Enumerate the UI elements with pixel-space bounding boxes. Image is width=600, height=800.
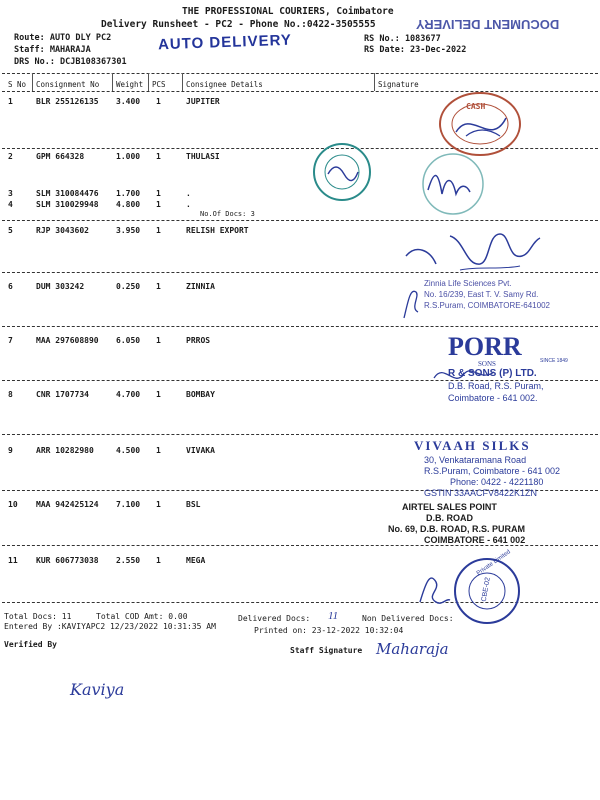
mega-stamp-text: Private Limited (475, 549, 512, 577)
vivaah-address (424, 455, 560, 499)
rs-date: RS Date: 23-Dec-2022 (364, 45, 467, 55)
col-divider (374, 73, 375, 91)
porr-sons: SONS (478, 360, 496, 368)
row-sno: 6 (8, 282, 13, 291)
mega-stamp-code: CBE-02 (480, 576, 492, 603)
row-consignment-no: ARR 10282980 (36, 446, 94, 455)
signature-squiggle-icon (414, 568, 454, 608)
col-consignee: Consignee Details (186, 80, 263, 89)
col-weight: Weight (116, 80, 144, 89)
row-weight: 7.100 (116, 500, 141, 509)
row-consignment-no: KUR 606773038 (36, 556, 99, 565)
row-consignee: . (186, 189, 191, 198)
row-weight: 4.700 (116, 390, 141, 399)
row-pcs: 1 (156, 446, 161, 455)
row-pcs: 1 (156, 200, 161, 209)
row-consignee: BOMBAY (186, 390, 215, 399)
row-pcs: 1 (156, 336, 161, 345)
row-weight: 3.400 (116, 97, 141, 106)
col-divider (32, 73, 33, 91)
no-of-docs-note: No.Of Docs: 3 (200, 210, 255, 218)
vivaah-logo: VIVAAH SILKS (414, 438, 531, 453)
row-rule (2, 434, 598, 435)
row-rule (2, 220, 598, 221)
row-consignment-no: SLM 310029948 (36, 200, 99, 209)
col-divider (148, 73, 149, 91)
printed-on: Printed on: 23-12-2022 10:32:04 (254, 626, 404, 635)
document-delivery-stamp: DOCUMENT DELIVERY (416, 17, 560, 32)
porr-since: SINCE 1849 (540, 358, 568, 364)
airtel-line: COIMBATORE - 641 002 (424, 535, 526, 545)
zinnia-line: Zinnia Life Sciences Pvt. (424, 279, 512, 288)
row-consignee: VIVAKA (186, 446, 215, 455)
vivaah-line: Phone: 0422 - 4221180 (450, 477, 544, 487)
row-consignment-no: MAA 942425124 (36, 500, 99, 509)
row-consignment-no: GPM 664328 (36, 152, 85, 161)
zinnia-line: R.S.Puram, COIMBATORE-641002 (424, 301, 550, 310)
row-consignment-no: DUM 303242 (36, 282, 85, 291)
row-weight: 4.500 (116, 446, 141, 455)
entered-by: Entered By :KAVIYAPC2 12/23/2022 10:31:35 AM (4, 622, 216, 631)
row-sno: 7 (8, 336, 13, 345)
staff-label: Staff: MAHARAJA (14, 45, 91, 55)
signature-squiggle-icon (396, 282, 426, 322)
delivered-docs-label: Delivered Docs: (238, 614, 311, 623)
drs-number: DRS No.: DCJB108367301 (14, 57, 127, 67)
row-weight: 1.700 (116, 189, 141, 198)
row-rule (2, 326, 598, 327)
row-sno: 11 (8, 556, 18, 565)
total-docs: Total Docs: 11 (4, 612, 72, 621)
row-sno: 9 (8, 446, 13, 455)
row-pcs: 1 (156, 226, 161, 235)
row-sno: 5 (8, 226, 13, 235)
porr-line: R & SONS (P) LTD. (448, 368, 537, 379)
row-consignee: RELISH EXPORT (186, 226, 249, 235)
cash-stamp-label: CASH (466, 102, 486, 111)
col-divider (112, 73, 113, 91)
verifier-signature: Kaviya (70, 680, 125, 699)
row-weight: 0.250 (116, 282, 141, 291)
row-pcs: 1 (156, 97, 161, 106)
row-consignee: PRROS (186, 336, 211, 345)
signature-squiggle-icon (400, 226, 560, 286)
row-sno: 4 (8, 200, 13, 209)
row-sno: 8 (8, 390, 13, 399)
row-pcs: 1 (156, 152, 161, 161)
col-pcs: PCS (152, 80, 166, 89)
row-consignment-no: SLM 310084476 (36, 189, 99, 198)
row-weight: 2.550 (116, 556, 141, 565)
verified-by-label: Verified By (4, 640, 57, 649)
route-label: Route: AUTO DLY PC2 (14, 33, 112, 43)
round-stamp-icon (312, 140, 372, 204)
staff-signature: Maharaja (376, 640, 449, 658)
signature-squiggle-icon (408, 150, 498, 220)
delivered-count: 11 (328, 610, 339, 622)
row-pcs: 1 (156, 390, 161, 399)
vivaah-line: 30, Venkataramana Road (424, 455, 527, 465)
airtel-line: D.B. ROAD (426, 513, 473, 523)
row-consignment-no: BLR 255126135 (36, 97, 99, 106)
row-consignee: THULASI (186, 152, 220, 161)
porr-line: D.B. Road, R.S. Puram, (448, 381, 544, 391)
signature-squiggle-icon (430, 358, 500, 388)
row-consignee: MEGA (186, 556, 206, 565)
row-pcs: 1 (156, 282, 161, 291)
col-sno: S No (8, 80, 27, 89)
row-weight: 3.950 (116, 226, 141, 235)
airtel-line: AIRTEL SALES POINT (402, 502, 497, 512)
row-weight: 6.050 (116, 336, 141, 345)
auto-delivery-stamp: AUTO DELIVERY (157, 31, 293, 54)
row-pcs: 1 (156, 500, 161, 509)
row-consignee: BSL (186, 500, 201, 509)
rs-number: RS No.: 1083677 (364, 34, 441, 44)
row-consignee: ZINNIA (186, 282, 215, 291)
row-consignment-no: MAA 297608890 (36, 336, 99, 345)
vivaah-line: R.S.Puram, Coimbatore - 641 002 (424, 466, 561, 476)
row-sno: 1 (8, 97, 13, 106)
row-consignment-no: RJP 3043602 (36, 226, 89, 235)
zinnia-line: No. 16/239, East T. V. Samy Rd. (424, 290, 539, 299)
porr-line: Coimbatore - 641 002. (448, 393, 538, 403)
staff-signature-label: Staff Signature (290, 646, 363, 655)
zinnia-stamp (424, 278, 550, 311)
row-weight: 4.800 (116, 200, 141, 209)
porr-logo: PORR (448, 332, 522, 361)
airtel-line: No. 69, D.B. ROAD, R.S. PURAM (388, 524, 526, 534)
airtel-stamp (388, 502, 526, 546)
header-top-rule (2, 73, 598, 74)
company-name: THE PROFESSIONAL COURIERS, Coimbatore (182, 6, 394, 17)
col-consignment: Consignment No (36, 80, 100, 89)
col-divider (182, 73, 183, 91)
row-consignment-no: CNR 1707734 (36, 390, 89, 399)
row-consignee: JUPITER (186, 97, 220, 106)
row-consignee: . (186, 200, 191, 209)
row-sno: 3 (8, 189, 13, 198)
row-sno: 10 (8, 500, 18, 509)
col-signature: Signature (378, 80, 419, 89)
row-pcs: 1 (156, 189, 161, 198)
total-cod: Total COD Amt: 0.00 (96, 612, 188, 621)
sheet-title: Delivery Runsheet - PC2 - Phone No.:0422-3505555 (101, 19, 376, 30)
row-weight: 1.000 (116, 152, 141, 161)
non-delivered-label: Non Delivered Docs: (362, 614, 454, 623)
row-sno: 2 (8, 152, 13, 161)
row-pcs: 1 (156, 556, 161, 565)
vivaah-line: GSTIN 33AACFV8422K1ZN (424, 488, 538, 498)
